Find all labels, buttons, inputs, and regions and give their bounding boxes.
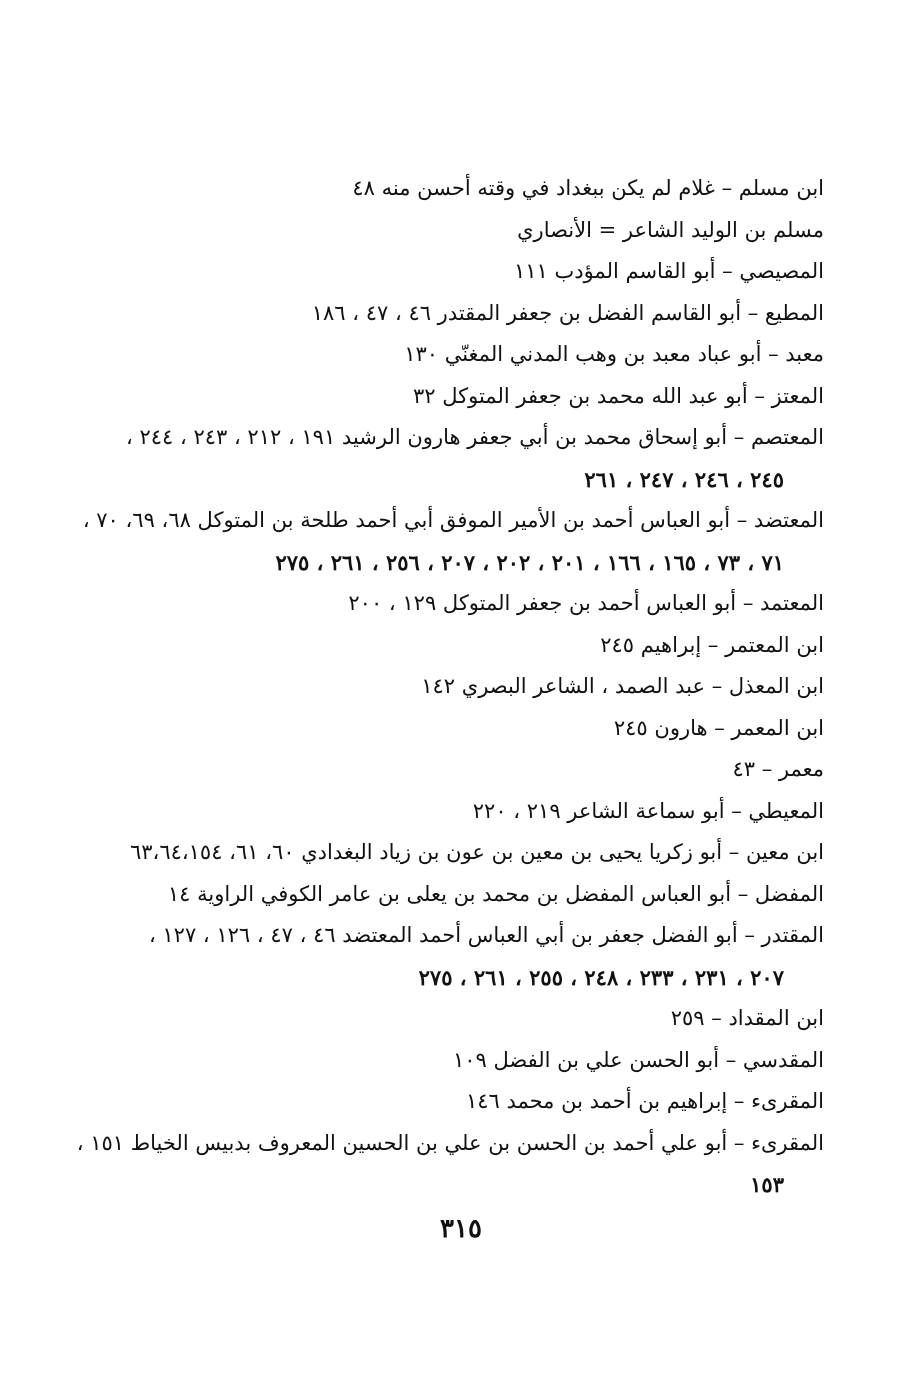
index-entry-continuation: ٢٤٥ ، ٢٤٦ ، ٢٤٧ ، ٢٦١: [584, 466, 784, 492]
index-entry-line: ابن المعذل – عبد الصمد ، الشاعر البصري ١٤٢: [421, 674, 824, 698]
index-entry: [144, 998, 824, 1040]
index-entry: [144, 915, 824, 998]
index-entry: [144, 251, 824, 293]
index-entry-line: المقرىء – إبراهيم بن أحمد بن محمد ١٤٦: [465, 1089, 824, 1113]
index-entry-line: المقتدر – أبو الفضل جعفر بن أبي العباس أحمد المعتضد ٤٦ ، ٤٧ ، ١٢٦ ، ١٢٧ ،: [148, 923, 824, 947]
index-entry-line: المطيع – أبو القاسم الفضل بن جعفر المقتدر ٤٦ ، ٤٧ ، ١٨٦: [311, 300, 824, 325]
index-entry: [144, 1081, 824, 1123]
index-entry-line: المقدسي – أبو الحسن علي بن الفضل ١٠٩: [452, 1047, 824, 1072]
index-entry-line: ابن المعمر – هارون ٢٤٥: [613, 715, 824, 740]
index-entry-line: ابن معين – أبو زكريا يحيى بن معين بن عون بن زياد البغدادي ٦٠، ٦١، ٦٣،٦٤،١٥٤: [129, 840, 824, 864]
index-entry: [144, 625, 824, 667]
index-entry: [76, 1123, 824, 1206]
index-entry-continuation: ١٥٣: [750, 1172, 784, 1197]
index-entry: [144, 334, 824, 376]
index-entry-line: معمر – ٤٣: [732, 757, 824, 781]
index-entry: [129, 832, 824, 874]
index-entry: [144, 168, 824, 210]
index-entry: [82, 500, 824, 583]
index-entry: [144, 666, 824, 708]
index-entry-continuation: ٧١ ، ٧٣ ، ١٦٥ ، ١٦٦ ، ٢٠١ ، ٢٠٢ ، ٢٠٧ ، ٢٥٦ ، ٢٦١ ، ٢٧٥: [275, 549, 784, 575]
index-entry-line: المعتصم – أبو إسحاق محمد بن أبي جعفر هارون الرشيد ١٩١ ، ٢١٢ ، ٢٤٣ ، ٢٤٤ ،: [126, 425, 824, 449]
index-entry-line: المعتمد – أبو العباس أحمد بن جعفر المتوكل ١٢٩ ، ٢٠٠: [348, 591, 824, 615]
index-entry-line: المصيصي – أبو القاسم المؤدب ١١١: [513, 259, 824, 283]
index-entry-line: معبد – أبو عباد معبد بن وهب المدني المغنّي ١٣٠: [404, 342, 824, 366]
index-entry-line: المعيطي – أبو سماعة الشاعر ٢١٩ ، ٢٢٠: [472, 798, 824, 823]
index-entry: [144, 210, 824, 252]
index-entry: [144, 874, 824, 916]
index-entry: [144, 583, 824, 625]
index-entry: [144, 376, 824, 418]
index-entry-line: المعتز – أبو عبد الله محمد بن جعفر المتوكل ٣٢: [412, 383, 824, 408]
index-entry: [144, 708, 824, 750]
index-entry-line: المقرىء – أبو علي أحمد بن الحسن بن علي بن الحسين المعروف بدبيس الخياط ١٥١ ،: [76, 1130, 824, 1155]
index-entry: [144, 1040, 824, 1082]
index-entry: [126, 417, 824, 500]
index-entry-line: ابن المعتمر – إبراهيم ٢٤٥: [600, 632, 824, 657]
index-entry: [144, 293, 824, 335]
index-entry-line: ابن مسلم – غلام لم يكن ببغداد في وقته أحسن منه ٤٨: [352, 176, 824, 200]
index-entry-continuation: ٢٠٧ ، ٢٣١ ، ٢٣٣ ، ٢٤٨ ، ٢٥٥ ، ٢٦١ ، ٢٧٥: [418, 964, 784, 990]
index-entry-line: ابن المقداد – ٢٥٩: [670, 1006, 824, 1030]
index-entry-line: المفضل – أبو العباس المفضل بن محمد بن يعلى بن عامر الكوفي الراوية ١٤: [167, 881, 824, 906]
index-entry-line: مسلم بن الوليد الشاعر = الأنصاري: [517, 217, 824, 242]
index-list: [76, 168, 824, 1206]
index-entry-line: المعتضد – أبو العباس أحمد بن الأمير الموفق أبي أحمد طلحة بن المتوكل ٦٨، ٦٩، ٧٠ ،: [82, 508, 824, 532]
index-entry: [144, 791, 824, 833]
page-number: ٣١٥: [440, 1214, 482, 1244]
index-entry: [144, 749, 824, 791]
